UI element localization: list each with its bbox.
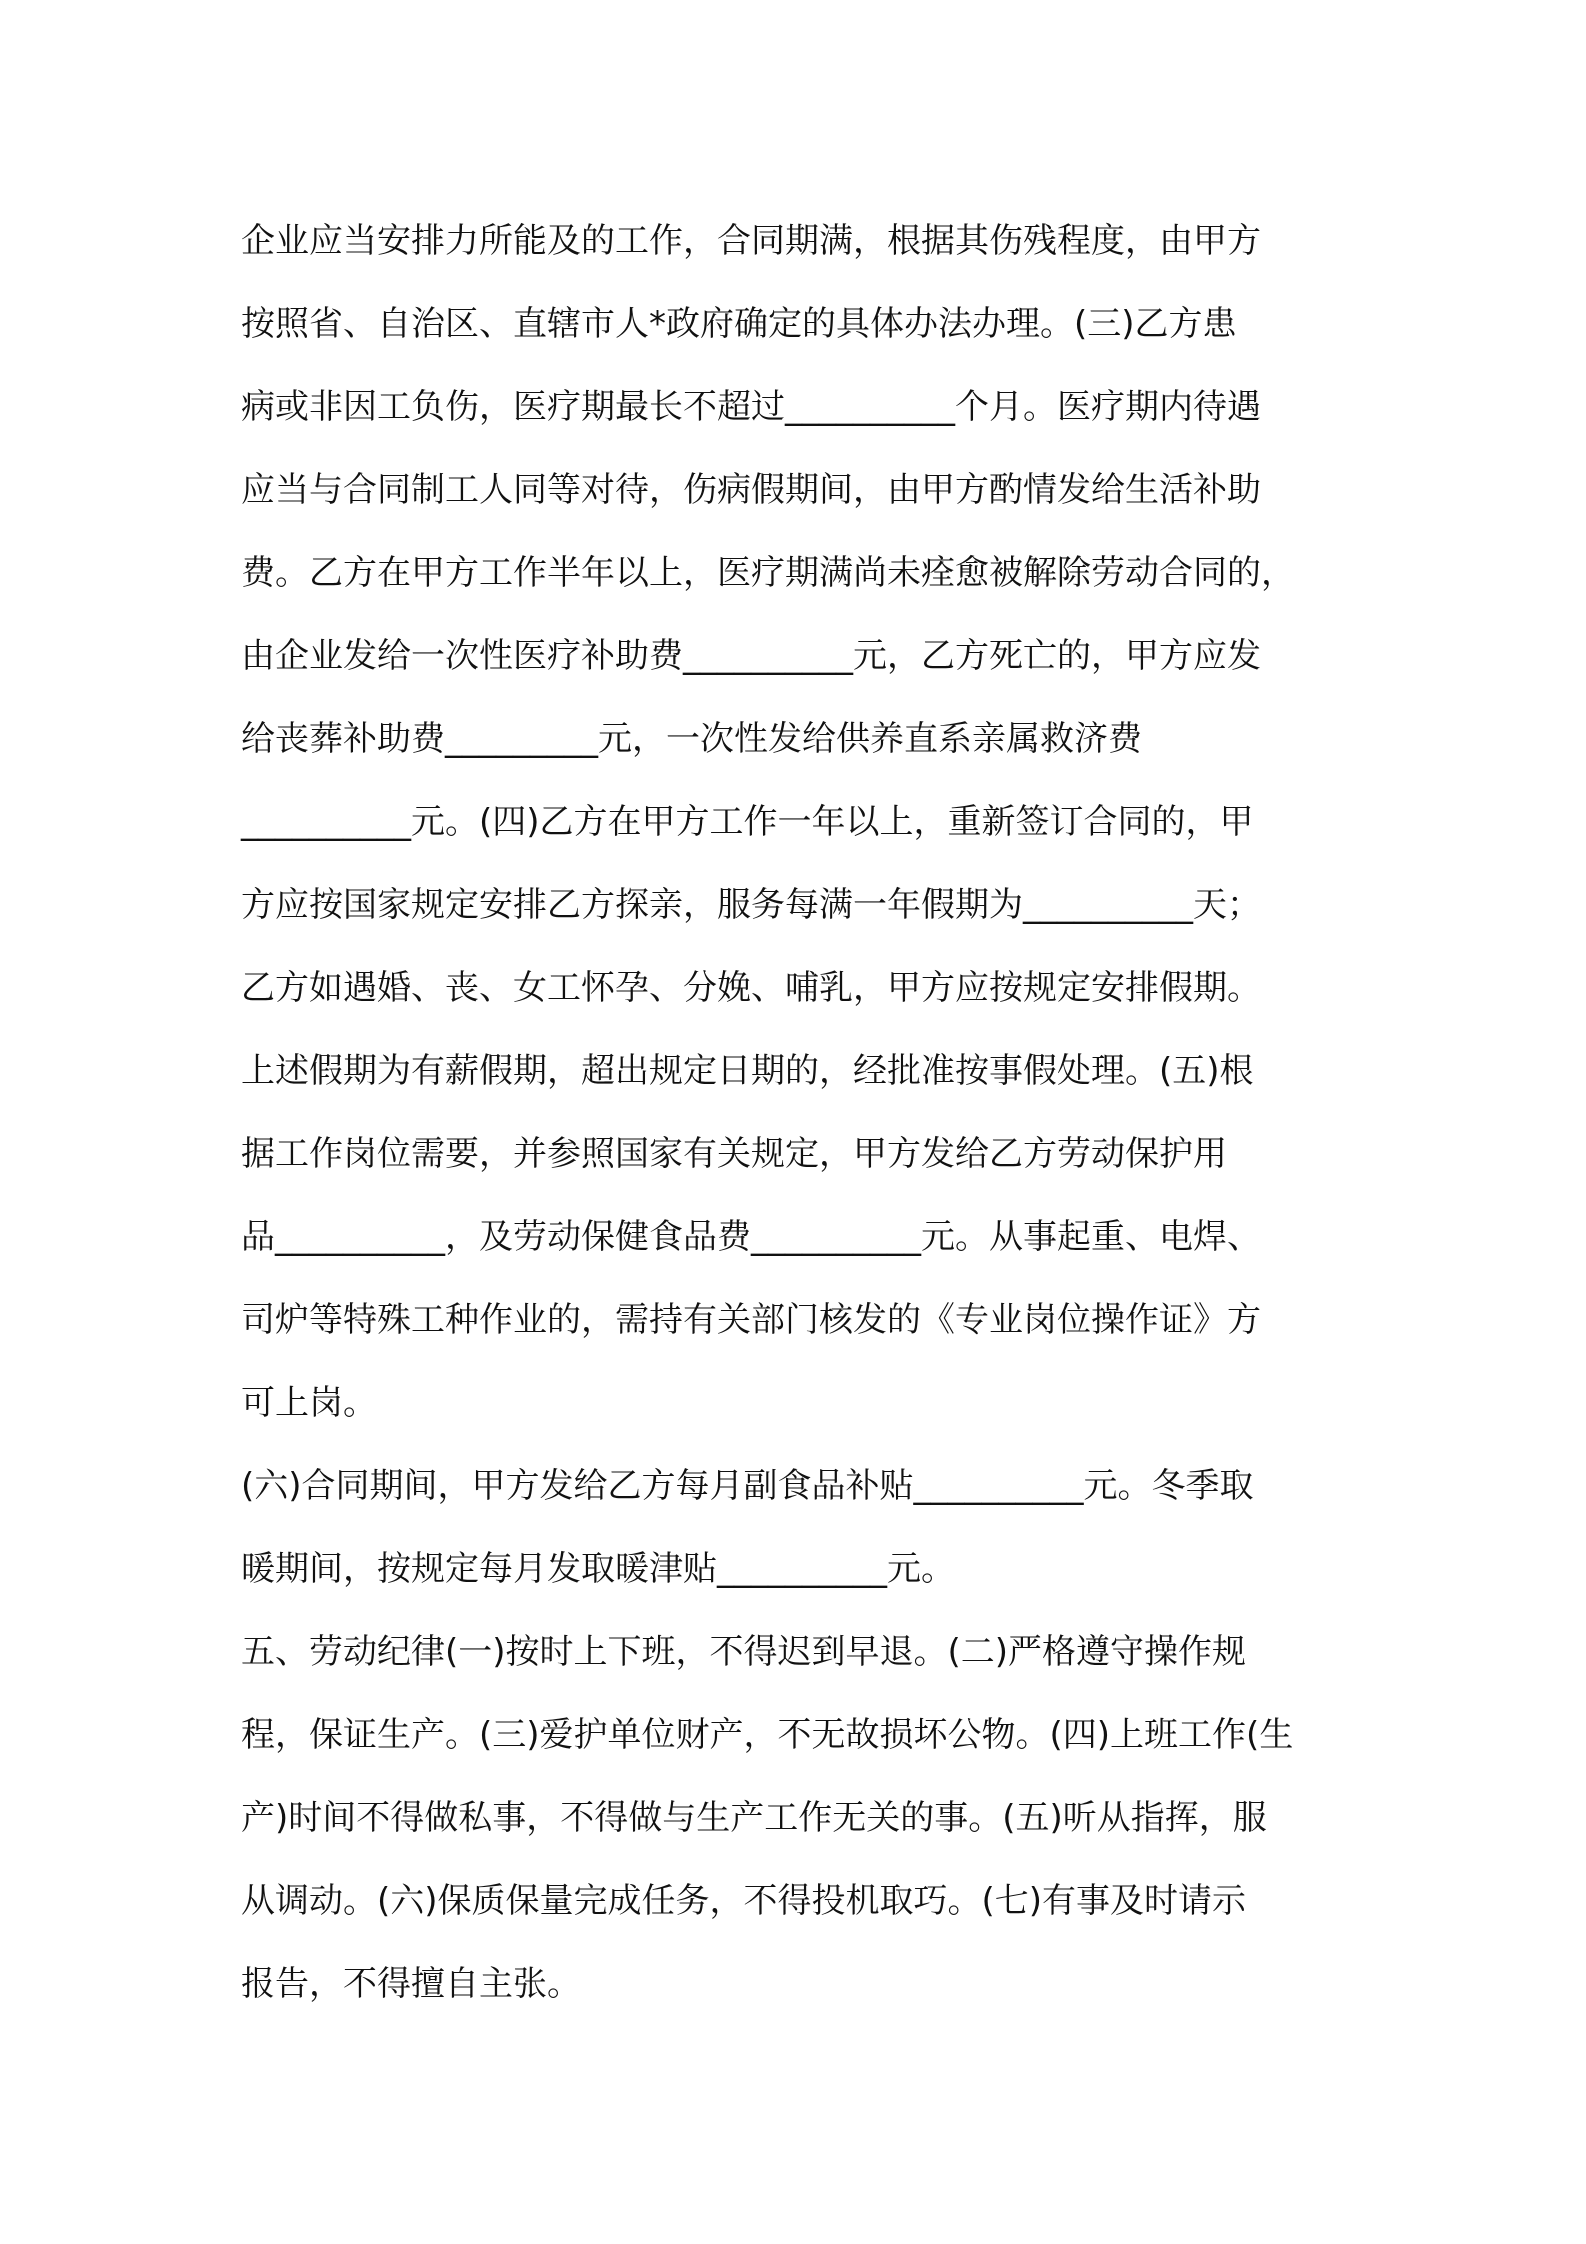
text-line: 司炉等特殊工种作业的，需持有关部门核发的《专业岗位操作证》方	[241, 1300, 1261, 1340]
text-line: 上述假期为有薪假期，超出规定日期的，经批准按事假处理。(五)根	[241, 1051, 1254, 1091]
document-body	[241, 200, 1361, 2026]
text-line: __________元。(四)乙方在甲方工作一年以上，重新签订合同的，甲	[241, 802, 1254, 842]
text-line: 产)时间不得做私事，不得做与生产工作无关的事。(五)听从指挥，服	[241, 1798, 1267, 1838]
text-line: 给丧葬补助费_________元，一次性发给供养直系亲属救济费	[241, 719, 1142, 759]
text-line: 品__________，及劳动保健食品费__________元。从事起重、电焊、	[241, 1217, 1261, 1257]
text-line: 报告，不得擅自主张。	[241, 1964, 581, 2004]
text-line: 费。乙方在甲方工作半年以上，医疗期满尚未痊愈被解除劳动合同的，	[241, 553, 1295, 593]
text-line: 病或非因工负伤，医疗期最长不超过__________个月。医疗期内待遇	[241, 387, 1261, 427]
text-line: 企业应当安排力所能及的工作，合同期满，根据其伤残程度，由甲方	[241, 221, 1261, 261]
text-line: 程，保证生产。(三)爱护单位财产，不无故损坏公物。(四)上班工作(生	[241, 1715, 1294, 1755]
text-line: 五、劳动纪律(一)按时上下班，不得迟到早退。(二)严格遵守操作规	[241, 1632, 1247, 1672]
text-line: 从调动。(六)保质保量完成任务，不得投机取巧。(七)有事及时请示	[241, 1881, 1247, 1921]
text-line: 应当与合同制工人同等对待，伤病假期间，由甲方酌情发给生活补助	[241, 470, 1261, 510]
text-line: 据工作岗位需要，并参照国家有关规定，甲方发给乙方劳动保护用	[241, 1134, 1227, 1174]
text-line: 按照省、自治区、直辖市人*政府确定的具体办法办理。(三)乙方患	[241, 304, 1237, 344]
text-line: 由企业发给一次性医疗补助费__________元，乙方死亡的，甲方应发	[241, 636, 1261, 676]
text-line: 暖期间，按规定每月发取暖津贴__________元。	[241, 1549, 955, 1589]
text-line: (六)合同期间，甲方发给乙方每月副食品补贴__________元。冬季取	[241, 1466, 1254, 1506]
text-line: 可上岗。	[241, 1383, 377, 1423]
text-line: 方应按国家规定安排乙方探亲，服务每满一年假期为__________天；	[241, 885, 1261, 925]
text-line: 乙方如遇婚、丧、女工怀孕、分娩、哺乳，甲方应按规定安排假期。	[241, 968, 1261, 1008]
